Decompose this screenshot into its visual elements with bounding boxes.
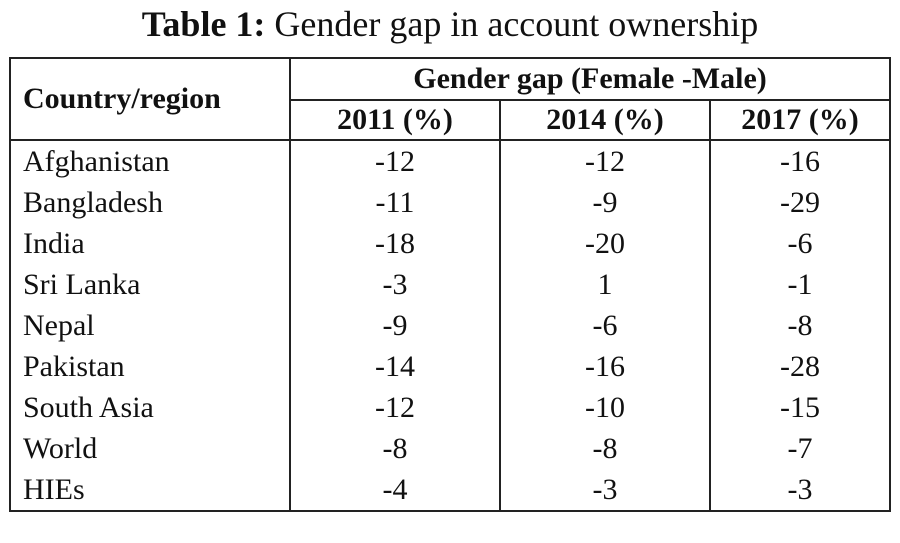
- country-name-cell: Pakistan: [10, 346, 290, 387]
- value-cell-2011: -12: [290, 140, 500, 182]
- table-row: [10, 428, 890, 469]
- table-row: [10, 387, 890, 428]
- country-name-cell: Sri Lanka: [10, 264, 290, 305]
- value-cell-2011: -9: [290, 305, 500, 346]
- column-header-2011: 2011 (%): [290, 100, 500, 140]
- table-row: [10, 140, 890, 182]
- value-cell-2017: -3: [710, 469, 890, 511]
- country-name-cell: South Asia: [10, 387, 290, 428]
- column-header-2014: 2014 (%): [500, 100, 710, 140]
- value-cell-2014: -3: [500, 469, 710, 511]
- value-cell-2017: -1: [710, 264, 890, 305]
- country-name-cell: World: [10, 428, 290, 469]
- column-header-2017: 2017 (%): [710, 100, 890, 140]
- gender-gap-group-header: Gender gap (Female -Male): [290, 58, 890, 100]
- value-cell-2014: -16: [500, 346, 710, 387]
- value-cell-2014: -10: [500, 387, 710, 428]
- value-cell-2011: -4: [290, 469, 500, 511]
- country-name-cell: HIEs: [10, 469, 290, 511]
- value-cell-2011: -11: [290, 182, 500, 223]
- table-row: [10, 346, 890, 387]
- country-name-cell: Nepal: [10, 305, 290, 346]
- caption-label: Table 1:: [141, 4, 266, 44]
- value-cell-2017: -7: [710, 428, 890, 469]
- table-row: [10, 469, 890, 511]
- table-row: [10, 182, 890, 223]
- table-header: [10, 58, 890, 140]
- value-cell-2014: -8: [500, 428, 710, 469]
- value-cell-2017: -29: [710, 182, 890, 223]
- value-cell-2011: -18: [290, 223, 500, 264]
- table-caption: [0, 2, 900, 46]
- country-region-header: Country/region: [10, 58, 290, 140]
- value-cell-2014: -6: [500, 305, 710, 346]
- value-cell-2014: -20: [500, 223, 710, 264]
- table-body: [10, 140, 890, 511]
- value-cell-2017: -16: [710, 140, 890, 182]
- value-cell-2014: 1: [500, 264, 710, 305]
- table-row: [10, 264, 890, 305]
- value-cell-2011: -14: [290, 346, 500, 387]
- value-cell-2014: -9: [500, 182, 710, 223]
- country-name-cell: India: [10, 223, 290, 264]
- country-name-cell: Bangladesh: [10, 182, 290, 223]
- country-name-cell: Afghanistan: [10, 140, 290, 182]
- value-cell-2011: -12: [290, 387, 500, 428]
- table-row: [10, 305, 890, 346]
- value-cell-2017: -8: [710, 305, 890, 346]
- value-cell-2011: -8: [290, 428, 500, 469]
- value-cell-2017: -28: [710, 346, 890, 387]
- value-cell-2011: -3: [290, 264, 500, 305]
- value-cell-2017: -15: [710, 387, 890, 428]
- value-cell-2017: -6: [710, 223, 890, 264]
- caption-text: Gender gap in account ownership: [274, 4, 759, 44]
- gender-gap-table: [9, 57, 891, 512]
- value-cell-2014: -12: [500, 140, 710, 182]
- table-row: [10, 223, 890, 264]
